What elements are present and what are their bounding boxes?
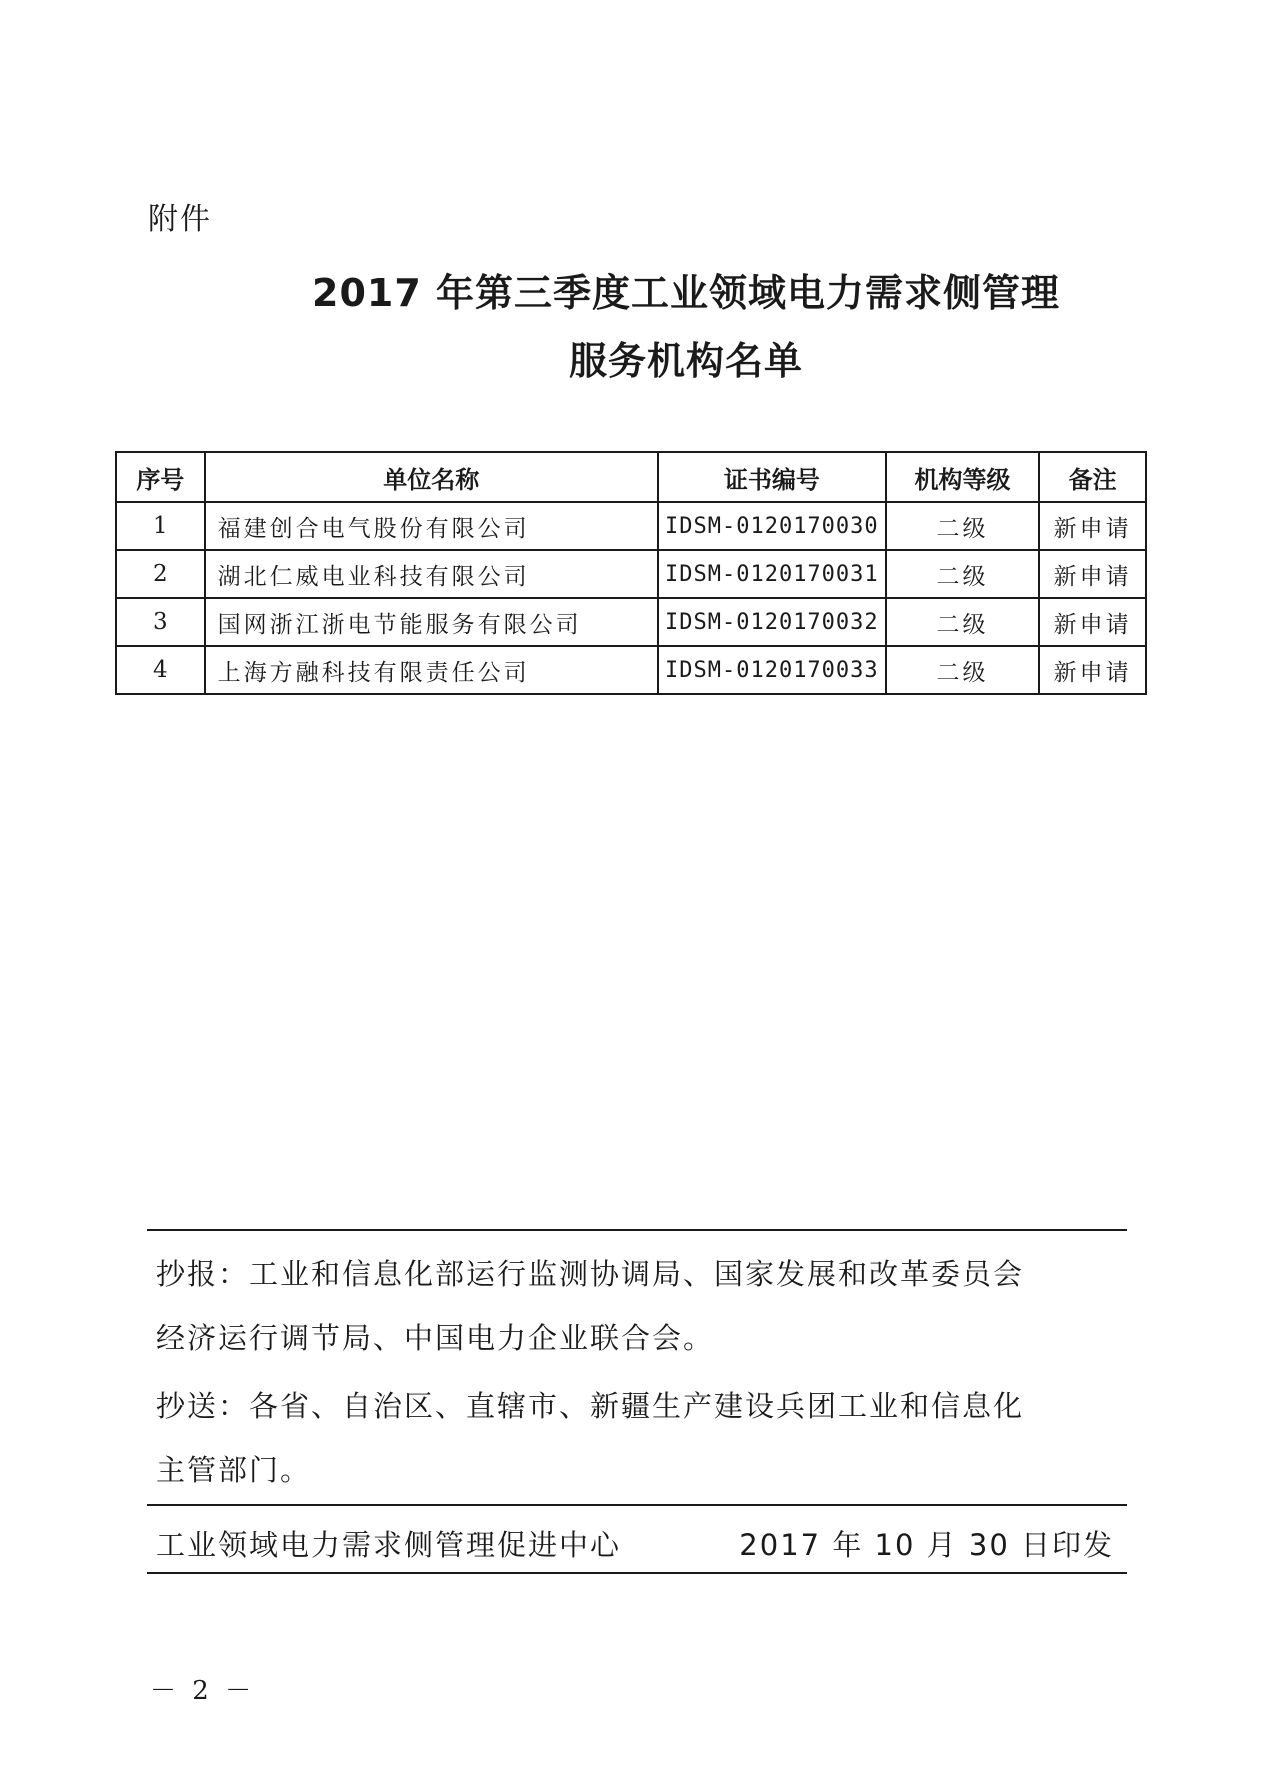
table-row	[116, 502, 1146, 550]
row-grade: 二级	[886, 598, 1039, 646]
attachment-label: 附件	[148, 202, 212, 237]
report-to-line1: 抄报：工业和信息化部运行监测协调局、国家发展和改革委员会	[156, 1257, 1025, 1291]
row-org-name: 上海方融科技有限责任公司	[205, 646, 658, 694]
document-title-line1: 2017 年第三季度工业领域电力需求侧管理	[312, 271, 1060, 315]
footer-bottom-rule	[147, 1572, 1127, 1574]
report-to-line2: 经济运行调节局、中国电力企业联合会。	[156, 1321, 715, 1355]
issuer-name: 工业领域电力需求侧管理促进中心	[156, 1528, 622, 1562]
issue-date: 2017 年 10 月 30 日印发	[739, 1528, 1114, 1562]
header-seq: 序号	[116, 452, 205, 502]
row-cert-no: IDSM-0120170032	[658, 598, 886, 646]
header-grade: 机构等级	[886, 452, 1039, 502]
send-to-line2: 主管部门。	[156, 1453, 312, 1487]
row-remark: 新申请	[1039, 646, 1146, 694]
table-row	[116, 598, 1146, 646]
header-remark: 备注	[1039, 452, 1146, 502]
table-row	[116, 646, 1146, 694]
row-org-name: 国网浙江浙电节能服务有限公司	[205, 598, 658, 646]
row-seq: 2	[116, 550, 205, 598]
row-remark: 新申请	[1039, 598, 1146, 646]
header-cert-no: 证书编号	[658, 452, 886, 502]
row-org-name: 福建创合电气股份有限公司	[205, 502, 658, 550]
row-grade: 二级	[886, 550, 1039, 598]
row-seq: 1	[116, 502, 205, 550]
row-remark: 新申请	[1039, 502, 1146, 550]
row-cert-no: IDSM-0120170030	[658, 502, 886, 550]
row-remark: 新申请	[1039, 550, 1146, 598]
distribution-top-rule	[147, 1229, 1127, 1231]
row-seq: 3	[116, 598, 205, 646]
table-row	[116, 550, 1146, 598]
header-org-name: 单位名称	[205, 452, 658, 502]
row-seq: 4	[116, 646, 205, 694]
row-cert-no: IDSM-0120170033	[658, 646, 886, 694]
service-organization-table	[115, 451, 1147, 695]
row-grade: 二级	[886, 502, 1039, 550]
row-grade: 二级	[886, 646, 1039, 694]
row-org-name: 湖北仁威电业科技有限公司	[205, 550, 658, 598]
footer-top-rule	[147, 1504, 1127, 1506]
page-number: － 2 －	[150, 1676, 256, 1706]
row-cert-no: IDSM-0120170031	[658, 550, 886, 598]
document-title-line2: 服务机构名单	[568, 339, 803, 383]
send-to-line1: 抄送：各省、自治区、直辖市、新疆生产建设兵团工业和信息化	[156, 1389, 1025, 1423]
table-header-row	[116, 452, 1146, 502]
